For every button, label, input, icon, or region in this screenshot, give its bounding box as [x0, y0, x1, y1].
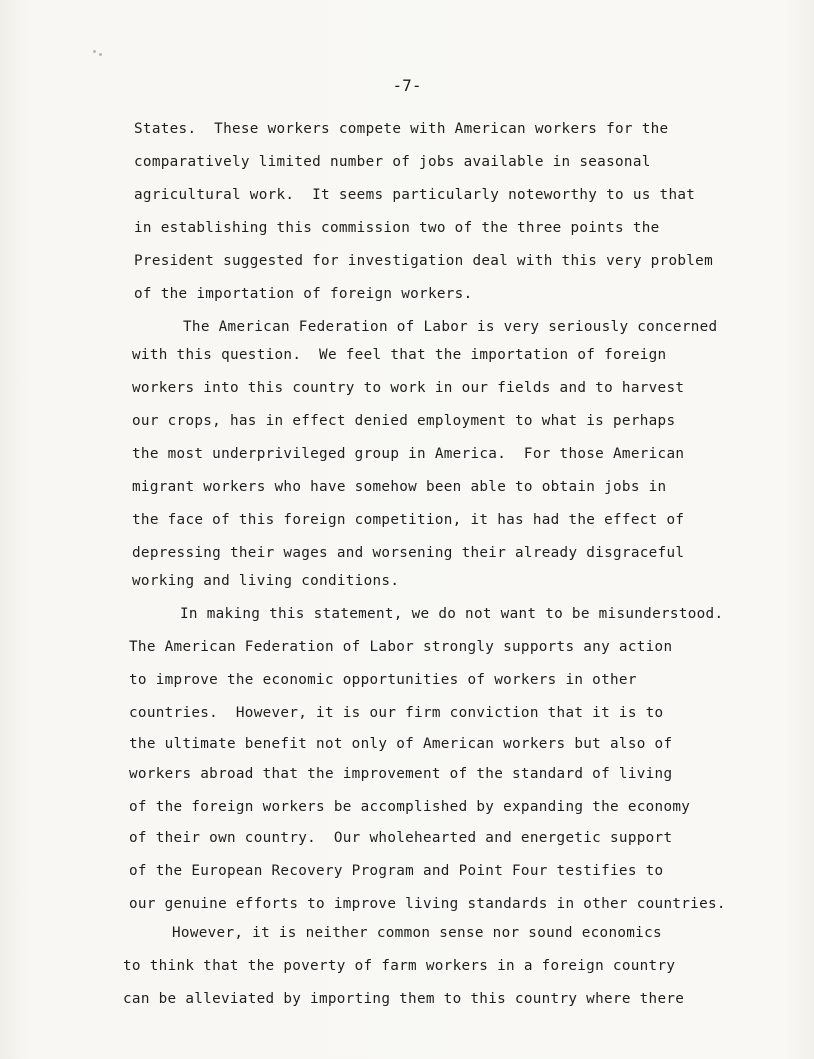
text-line: workers abroad that the improvement of the standard of living [129, 766, 673, 782]
text-line: the ultimate benefit not only of American workers but also of [129, 736, 673, 752]
text-line: of the foreign workers be accomplished by expanding the economy [129, 799, 691, 815]
text-line: President suggested for investigation deal with this very problem [134, 253, 713, 269]
paper-speck [99, 53, 102, 56]
text-line: of the importation of foreign workers. [134, 286, 473, 302]
text-line: with this question. We feel that the importation of foreign [132, 347, 667, 363]
text-line: to improve the economic opportunities of workers in other [129, 672, 637, 688]
text-line: of their own country. Our wholehearted and energetic support [129, 830, 673, 846]
text-line: the face of this foreign competition, it has had the effect of [132, 512, 685, 528]
text-line: can be alleviated by importing them to this country where there [123, 991, 685, 1007]
text-line: of the European Recovery Program and Point Four testifies to [129, 863, 664, 879]
text-line: to think that the poverty of farm workers in a foreign country [123, 958, 676, 974]
text-line: agricultural work. It seems particularly noteworthy to us that [134, 187, 696, 203]
text-line: comparatively limited number of jobs available in seasonal [134, 154, 651, 170]
text-line: The American Federation of Labor is very seriously concerned [183, 319, 718, 335]
text-line: migrant workers who have somehow been able to obtain jobs in [132, 479, 667, 495]
paper-speck [93, 50, 96, 53]
page-number: -7- [392, 76, 422, 95]
text-line: In making this statement, we do not want to be misunderstood. [180, 606, 724, 622]
text-line: working and living conditions. [132, 573, 400, 589]
text-line: However, it is neither common sense nor sound economics [172, 925, 662, 941]
text-line: depressing their wages and worsening their already disgraceful [132, 545, 685, 561]
text-line: in establishing this commission two of the three points the [134, 220, 660, 236]
text-line: The American Federation of Labor strongly supports any action [129, 639, 673, 655]
text-line: countries. However, it is our firm conviction that it is to [129, 705, 664, 721]
text-line: States. These workers compete with American workers for the [134, 121, 669, 137]
text-line: our crops, has in effect denied employment to what is perhaps [132, 413, 676, 429]
text-line: workers into this country to work in our fields and to harvest [132, 380, 685, 396]
text-line: our genuine efforts to improve living standards in other countries. [129, 896, 726, 912]
text-line: the most underprivileged group in America. For those American [132, 446, 685, 462]
